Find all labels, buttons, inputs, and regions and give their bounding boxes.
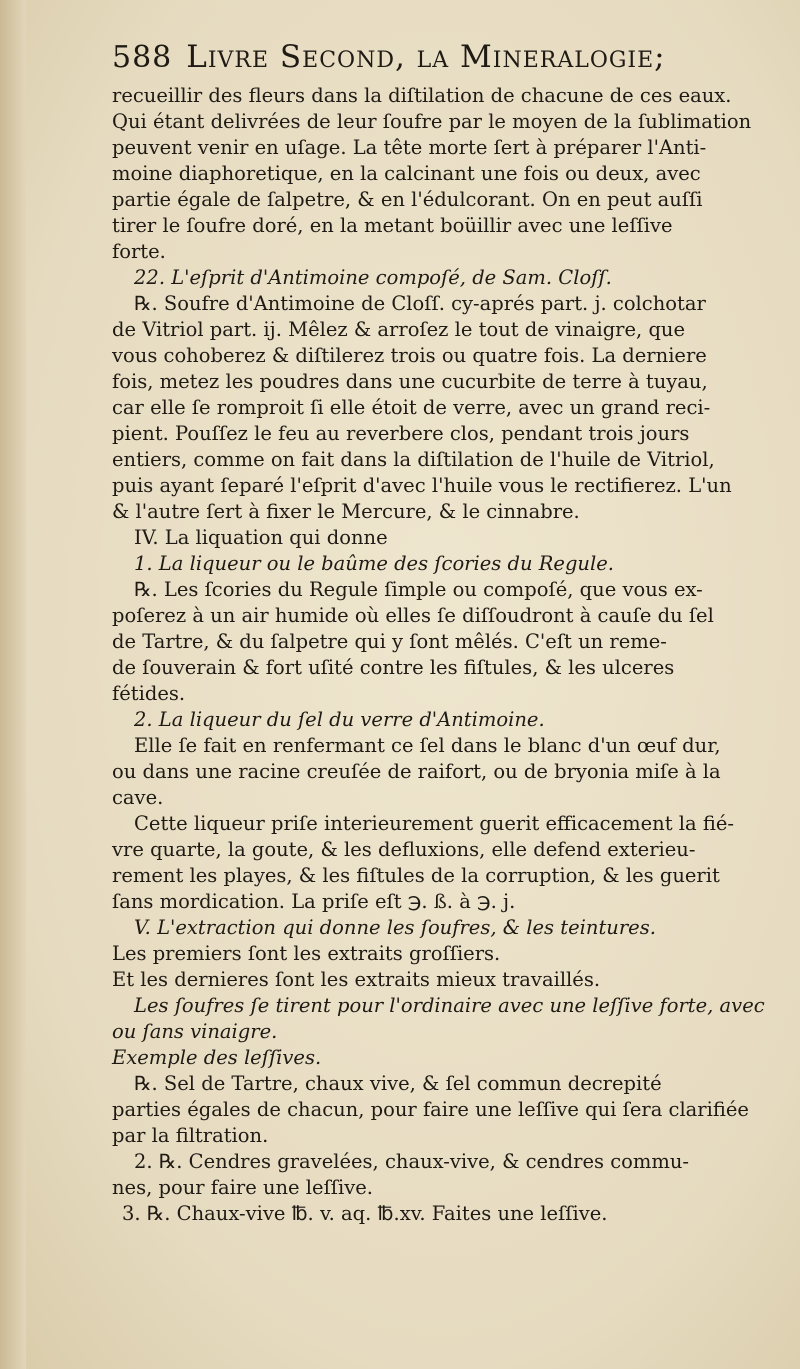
text-body (112, 83, 765, 1227)
text-line: entiers, comme on fait dans la diſtilation de l'huile de Vitriol, (112, 448, 715, 471)
text-line: fétides. (112, 682, 186, 705)
running-title: Livre Second, la Mineralogie; (186, 39, 666, 75)
page-number: 588 (112, 40, 173, 75)
recipe-line: ℞. Les ſcories du Regule ſimple ou compoſé, que vous ex- (134, 578, 703, 601)
text-line: tirer le ſoufre doré, en la metant boüillir avec une leſſive (112, 214, 673, 237)
text-line: ou dans une racine creuſée de raifort, ou de bryonia miſe à la (112, 760, 721, 783)
text-line: rement les playes, & les fiſtules de la corruption, & les guerit (112, 864, 720, 887)
subsection-heading: 1. La liqueur ou le baûme des ſcories du Regule. (134, 552, 614, 575)
italic-note: Les ſoufres ſe tirent pour l'ordinaire avec une leſſive forte, avec (134, 994, 765, 1017)
text-line: Les premiers ſont les extraits groſſiers. (112, 942, 501, 965)
section-heading: IV. La liquation qui donne (134, 526, 388, 549)
section-heading: V. L'extraction qui donne les ſoufres, & les teintures. (134, 916, 656, 939)
italic-note: ou ſans vinaigre. (112, 1020, 278, 1043)
text-line: Et les dernieres ſont les extraits mieux travaillés. (112, 968, 601, 991)
text-line: vre quarte, la goute, & les defluxions, elle defend exterieu- (112, 838, 696, 861)
text-line: car elle ſe romproit ſi elle étoit de verre, avec un grand reci- (112, 396, 711, 419)
section-heading: 22. L'eſprit d'Antimoine compoſé, de Sam. Cloſſ. (134, 266, 612, 289)
recipe-line: ℞. Sel de Tartre, chaux vive, & ſel commun decrepité (134, 1072, 662, 1095)
text-line: & l'autre ſert à fixer le Mercure, & le cinnabre. (112, 500, 580, 523)
text-line: nes, pour faire une leſſive. (112, 1176, 374, 1199)
text-line: de Vitriol part. ij. Mêlez & arroſez le tout de vinaigre, que (112, 318, 686, 341)
text-line: de Tartre, & du ſalpetre qui y ſont mêlés. C'eſt un reme- (112, 630, 667, 653)
text-line: partie égale de ſalpetre, & en l'édulcorant. On en peut auſſi (112, 188, 703, 211)
text-line: ſans mordication. La priſe eſt ℈. ß. à ℈. j. (112, 890, 516, 913)
subsection-heading: Exemple des leſſives. (112, 1046, 322, 1069)
text-line: fois, metez les poudres dans une cucurbite de terre à tuyau, (112, 370, 708, 393)
running-header (112, 38, 760, 77)
text-line: par la filtration. (112, 1124, 269, 1147)
text-line: puis ayant ſeparé l'eſprit d'avec l'huile vous le rectifierez. L'un (112, 474, 732, 497)
text-line: pient. Pouſſez le feu au reverbere clos, pendant trois jours (112, 422, 690, 445)
text-line: recueillir des fleurs dans la diſtilation de chacune de ces eaux. (112, 84, 732, 107)
text-line: parties égales de chacun, pour faire une leſſive qui ſera clarifiée (112, 1098, 749, 1121)
text-line: Elle ſe fait en renfermant ce ſel dans le blanc d'un œuf dur, (134, 734, 721, 757)
recipe-line: 3. ℞. Chaux-vive ℔. v. aq. ℔.xv. Faites une leſſive. (122, 1202, 608, 1225)
text-line: vous cohoberez & diſtilerez trois ou quatre fois. La derniere (112, 344, 707, 367)
text-line: de ſouverain & fort uſité contre les fiſtules, & les ulceres (112, 656, 675, 679)
recipe-line: 2. ℞. Cendres gravelées, chaux-vive, & cendres commu- (134, 1150, 689, 1173)
text-line: Qui étant delivrées de leur ſoufre par le moyen de la ſublimation (112, 110, 752, 133)
text-line: Cette liqueur priſe interieurement guerit efficacement la fié- (134, 812, 734, 835)
text-line: peuvent venir en uſage. La tête morte ſert à préparer l'Anti- (112, 136, 707, 159)
text-line: forte. (112, 240, 166, 263)
text-line: poſerez à un air humide où elles ſe diſſoudront à cauſe du ſel (112, 604, 714, 627)
subsection-heading: 2. La liqueur du ſel du verre d'Antimoine. (134, 708, 545, 731)
recipe-line: ℞. Soufre d'Antimoine de Cloſſ. cy-aprés part. j. colchotar (134, 292, 706, 315)
page-gutter (0, 0, 26, 1369)
text-line: moine diaphoretique, en la calcinant une fois ou deux, avec (112, 162, 701, 185)
text-line: cave. (112, 786, 164, 809)
